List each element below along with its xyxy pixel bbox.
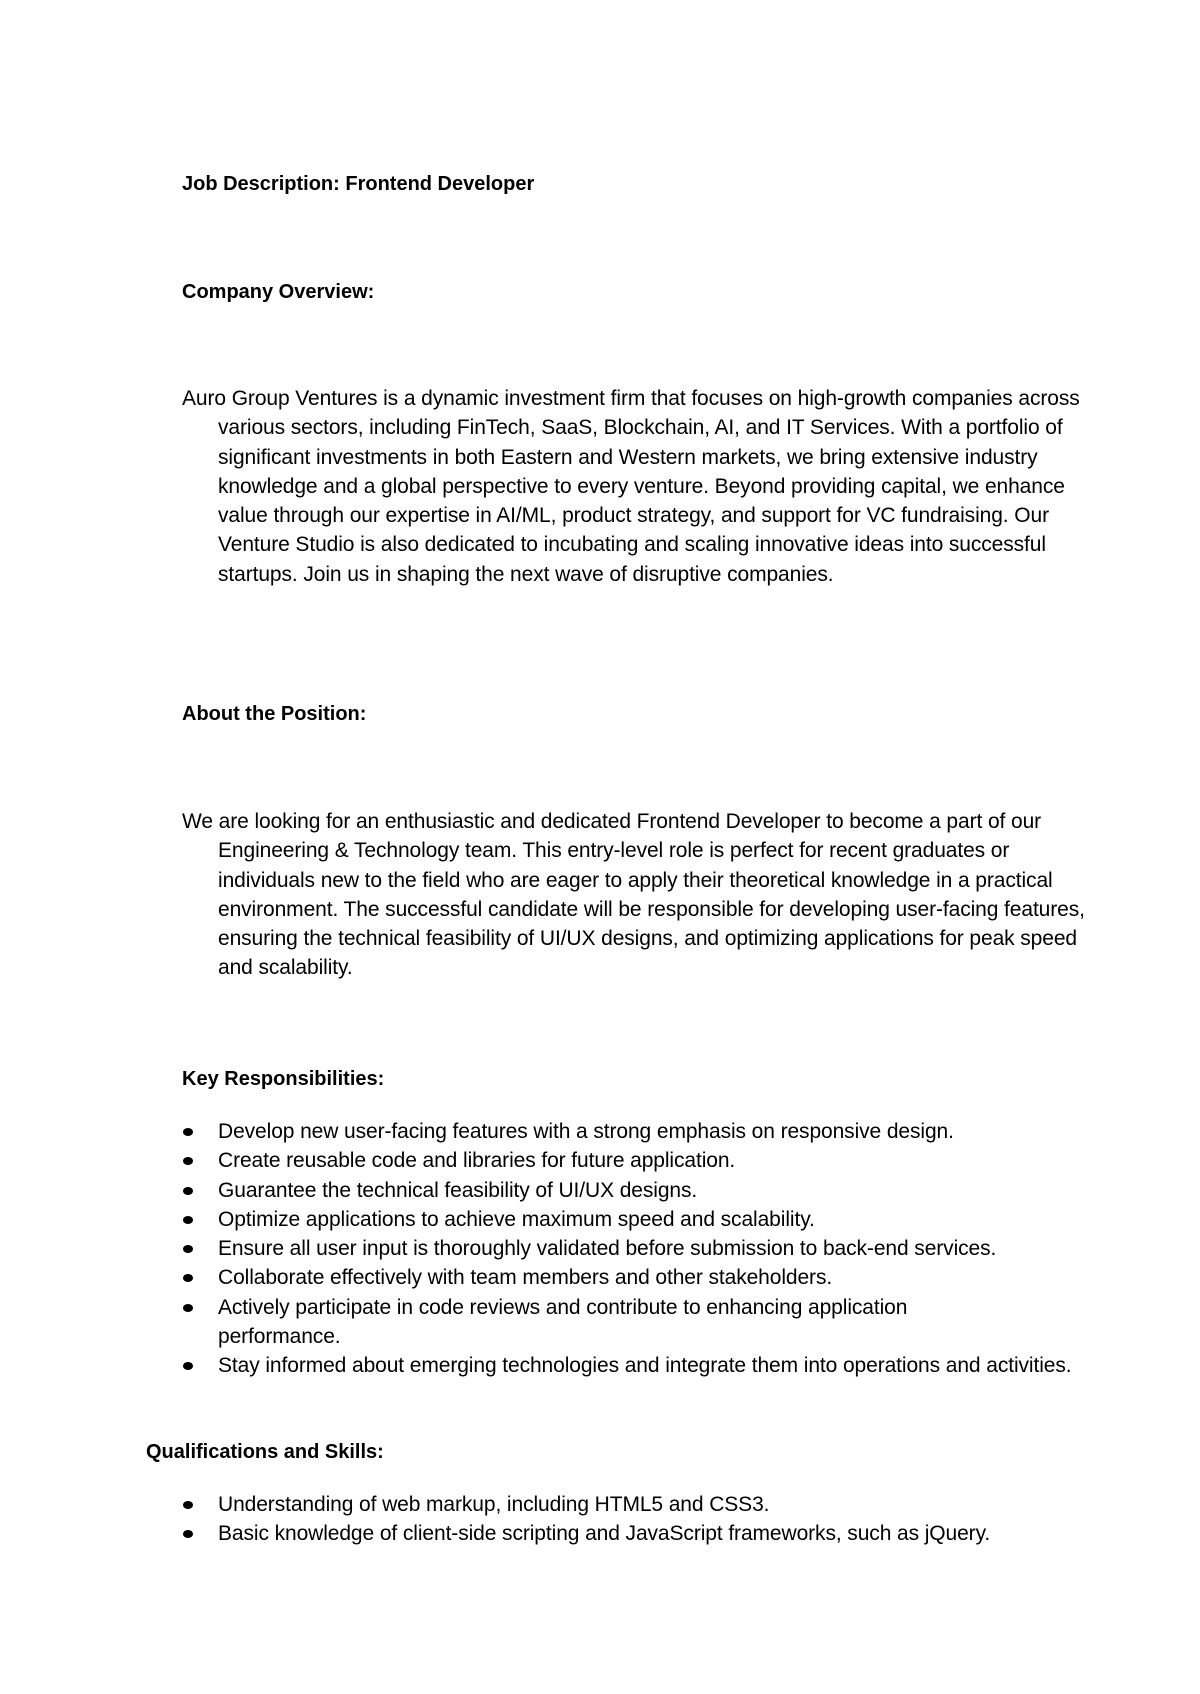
responsibilities-list [182, 1117, 1082, 1381]
key-responsibilities-heading: Key Responsibilities: [182, 1068, 385, 1090]
bullet-icon [183, 1157, 193, 1165]
bullet-icon [183, 1362, 193, 1370]
list-item-text: Ensure all user input is thoroughly validated before submission to back-end services. [218, 1237, 997, 1261]
bullet-icon [183, 1501, 193, 1509]
list-item-text: Collaborate effectively with team members and other stakeholders. [218, 1266, 833, 1290]
company-overview-paragraph: Auro Group Ventures is a dynamic investment firm that focuses on high-growth companies across various sectors, including FinTech, SaaS, Blockchain, AI, and IT Services. With a portfolio of significant investments in both Eastern and Western markets, we bring extensive industry knowledge and a global perspective to every venture. Beyond providing capital, we enhance value through our expertise in AI/ML, product strategy, and support for VC fundraising. Our Venture Studio is also dedicated to incubating and scaling innovative ideas into successful startups. Join us in shaping the next wave of disruptive companies. [182, 387, 1080, 586]
company-overview-heading: Company Overview: [182, 281, 375, 303]
bullet-icon [183, 1274, 193, 1282]
qualifications-heading: Qualifications and Skills: [146, 1441, 384, 1463]
list-item [182, 1351, 1078, 1380]
list-item [182, 1293, 978, 1352]
list-item [182, 1205, 1082, 1234]
bullet-icon [183, 1187, 193, 1195]
bullet-icon [183, 1245, 193, 1253]
document-title: Job Description: Frontend Developer [182, 173, 535, 195]
list-item [182, 1234, 1082, 1263]
bullet-icon [183, 1530, 193, 1538]
list-item-text: Develop new user-facing features with a strong emphasis on responsive design. [218, 1120, 954, 1143]
list-item [182, 1263, 1082, 1292]
list-item-text: Basic knowledge of client-side scripting and JavaScript frameworks, such as jQuery. [218, 1522, 991, 1546]
about-position-paragraph: We are looking for an enthusiastic and dedicated Frontend Developer to become a part of our Engineering & Technology team. This entry-level role is perfect for recent graduates or individuals new to the field who are eager to apply their theoretical knowledge in a practical environment. The successful candidate will be responsible for developing user-facing features, ensuring the technical feasibility of UI/UX designs, and optimizing applications for peak speed and scalability. [182, 810, 1085, 980]
list-item [182, 1176, 1082, 1205]
list-item [182, 1490, 1082, 1519]
bullet-icon [183, 1128, 193, 1136]
list-item [182, 1117, 1082, 1146]
bullet-icon [183, 1216, 193, 1224]
about-position-heading: About the Position: [182, 703, 367, 725]
bullet-icon [183, 1304, 193, 1312]
list-item-text: Guarantee the technical feasibility of UI/UX designs. [218, 1178, 698, 1202]
list-item-text: Understanding of web markup, including HTML5 and CSS3. [218, 1493, 770, 1516]
list-item-text: Optimize applications to achieve maximum speed and scalability. [218, 1207, 815, 1231]
list-item-text: Stay informed about emerging technologies and integrate them into operations and activities. [218, 1354, 1072, 1378]
list-item-text: Create reusable code and libraries for future application. [218, 1149, 736, 1173]
list-item [182, 1146, 1082, 1175]
list-item [182, 1519, 1082, 1548]
list-item-text: Actively participate in code reviews and contribute to enhancing application performance. [218, 1295, 908, 1349]
qualifications-list [182, 1490, 1082, 1549]
